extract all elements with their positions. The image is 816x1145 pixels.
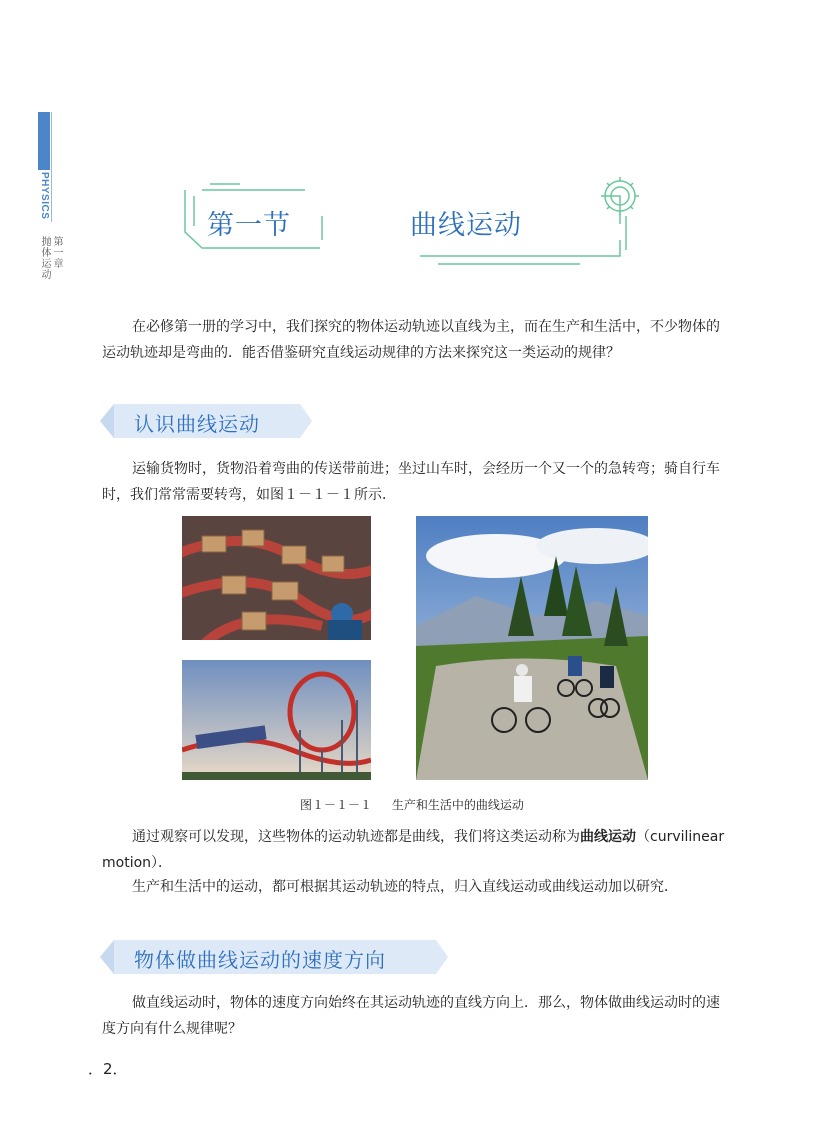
figure-caption [300, 796, 524, 813]
page-number: ．2． [88, 1060, 128, 1078]
chapter-title: 抛体运动 [39, 236, 50, 280]
velocity-question-paragraph: 做直线运动时，物体的速度方向始终在其运动轨迹的直线方向上．那么，物体做曲线运动时的速度方向有什么规律呢？ [102, 995, 720, 1037]
heading-recognize-curvilinear: 认识曲线运动 [134, 412, 260, 436]
chapter-label [38, 236, 62, 280]
side-divider [51, 112, 52, 222]
intro-paragraph: 在必修第一册的学习中，我们探究的物体运动轨迹以直线为主，而在生产和生活中，不少物体的运动轨迹却是弯曲的．能否借鉴研究直线运动规律的方法来探究这一类运动的规律？ [102, 319, 720, 361]
section-heading-band [100, 940, 448, 974]
figure-caption-text: 生产和生活中的曲线运动 [391, 798, 524, 812]
term-curvilinear-motion: 曲线运动 [580, 829, 636, 845]
subject-label: PHYSICS [39, 172, 50, 220]
heading-velocity-direction: 物体做曲线运动的速度方向 [134, 948, 386, 972]
figure-id: 图１－１－１ [300, 798, 373, 812]
conveyor-paragraph: 运输货物时，货物沿着弯曲的传送带前进；坐过山车时，会经历一个又一个的急转弯；骑自行车时，我们常常需要转弯，如图１－１－１所示． [102, 461, 720, 503]
definition-text: 通过观察可以发现，这些物体的运动轨迹都是曲线，我们将这类运动称为 [132, 829, 580, 845]
classification-paragraph: 生产和生活中的运动，都可根据其运动轨迹的特点，归入直线运动或曲线运动加以研究． [132, 879, 678, 895]
roller-coaster-photo [182, 660, 371, 780]
chapter-number: 第一章 [51, 236, 62, 269]
side-tab-color-block [38, 112, 50, 170]
section-number: 第一节 [207, 210, 291, 241]
conveyor-belt-photo [182, 516, 371, 640]
mountain-bikers-photo [416, 516, 648, 780]
side-tab [38, 112, 50, 222]
definition-paragraph [102, 824, 727, 876]
definition-english: （curvilinear motion）． [102, 829, 725, 871]
section-heading-band [100, 404, 312, 438]
section-title: 曲线运动 [410, 210, 522, 241]
